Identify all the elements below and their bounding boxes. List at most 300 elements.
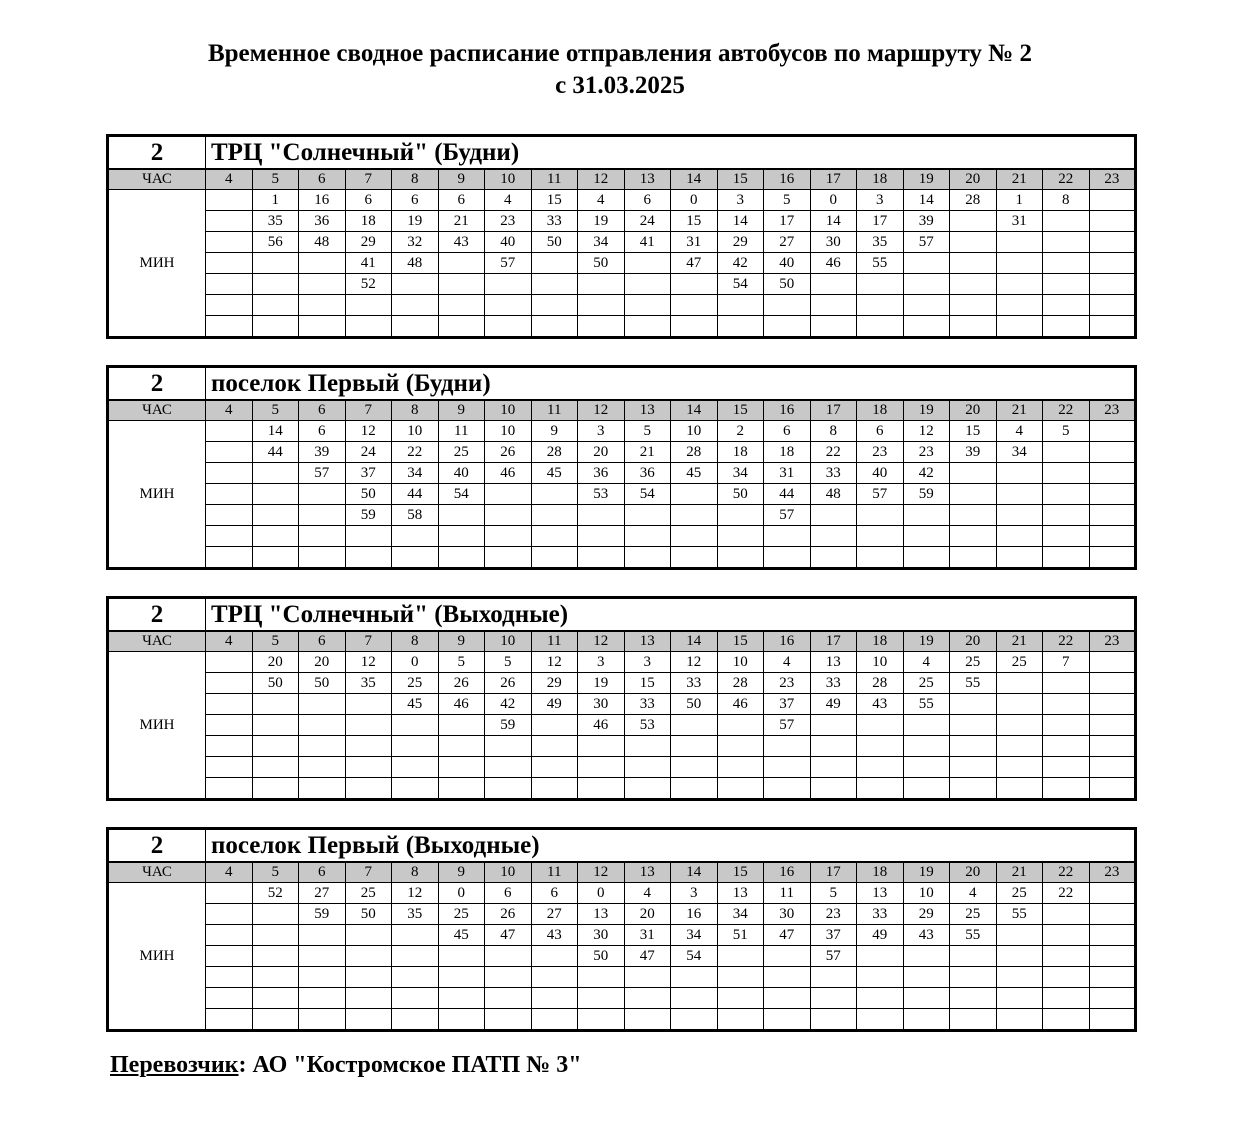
minute-cell [299,694,346,715]
minute-cell: 44 [764,484,811,505]
minute-cell [671,1009,718,1031]
minute-cell: 23 [485,211,532,232]
minute-cell [206,736,253,757]
hour-cell: 19 [903,862,950,883]
minute-cell: 33 [810,673,857,694]
minute-cell [764,946,811,967]
minute-cell [671,274,718,295]
minute-cell: 54 [624,484,671,505]
minute-cell: 22 [392,442,439,463]
minute-cell: 17 [764,211,811,232]
carrier-label: Перевозчик [110,1052,239,1078]
hour-cell: 6 [299,862,346,883]
minute-cell [1089,757,1136,778]
minute-cell [485,526,532,547]
minute-cell [1089,442,1136,463]
minute-cell [1089,988,1136,1009]
minute-cell [1043,463,1090,484]
minute-cell [485,946,532,967]
minute-cell [252,505,299,526]
minute-cell: 8 [810,421,857,442]
minute-row [108,778,1136,800]
minute-cell [392,1009,439,1031]
minute-cell [345,526,392,547]
minute-cell: 25 [950,652,997,673]
hour-cell: 15 [717,631,764,652]
minute-cell: 50 [578,253,625,274]
minute-cell [206,778,253,800]
minute-cell [392,988,439,1009]
schedule-table [106,827,1137,1032]
minute-cell [578,547,625,569]
minute-cell [624,526,671,547]
minute-cell: 11 [764,883,811,904]
minute-cell: 0 [671,190,718,211]
minute-cell [1043,505,1090,526]
minute-cell: 25 [950,904,997,925]
minute-cell [996,463,1043,484]
minute-cell [578,988,625,1009]
minute-cell: 23 [764,673,811,694]
minute-cell [392,736,439,757]
stop-name: ТРЦ "Солнечный" (Выходные) [206,598,1136,632]
route-number: 2 [108,136,206,170]
minute-cell [1089,232,1136,253]
minute-cell [717,736,764,757]
hour-cell: 4 [206,400,253,421]
minute-cell [1089,715,1136,736]
hour-cell: 23 [1089,400,1136,421]
minute-cell: 40 [857,463,904,484]
minute-cell [1043,442,1090,463]
minute-cell [1043,253,1090,274]
hour-cell: 7 [345,862,392,883]
route-number: 2 [108,829,206,863]
minute-cell [857,967,904,988]
minute-cell [531,736,578,757]
hour-cell: 19 [903,631,950,652]
minute-cell: 30 [578,694,625,715]
minute-cell [764,778,811,800]
minute-cell [299,778,346,800]
hour-cell: 11 [531,400,578,421]
minute-cell [717,1009,764,1031]
minute-cell [485,757,532,778]
minute-row [108,967,1136,988]
minute-cell: 6 [764,421,811,442]
minute-cell [950,736,997,757]
minute-cell: 30 [810,232,857,253]
hour-cell: 4 [206,631,253,652]
minute-cell [810,757,857,778]
minute-cell [531,547,578,569]
minute-cell [857,757,904,778]
minute-cell: 2 [717,421,764,442]
minute-cell [764,967,811,988]
minute-cell [438,946,485,967]
minute-cell [903,547,950,569]
minute-label: МИН [108,652,206,800]
minute-cell: 52 [345,274,392,295]
minute-cell: 13 [717,883,764,904]
hour-cell: 4 [206,169,253,190]
minute-row [108,925,1136,946]
schedule-table [106,365,1137,570]
minute-cell: 10 [857,652,904,673]
minute-cell [1043,778,1090,800]
minute-cell [206,967,253,988]
minute-cell [252,988,299,1009]
minute-cell: 44 [252,442,299,463]
minute-cell [810,505,857,526]
minute-cell [810,967,857,988]
minute-cell: 50 [252,673,299,694]
minute-row [108,946,1136,967]
hour-cell: 21 [996,631,1043,652]
minute-cell [252,547,299,569]
minute-cell [252,757,299,778]
minute-cell [1043,694,1090,715]
minute-cell [996,484,1043,505]
minute-cell [950,295,997,316]
minute-cell [671,757,718,778]
minute-cell: 4 [996,421,1043,442]
minute-cell [1043,316,1090,338]
minute-cell [903,526,950,547]
hour-cell: 21 [996,169,1043,190]
minute-cell [810,736,857,757]
minute-cell [950,253,997,274]
minute-cell: 10 [392,421,439,442]
hour-cell: 14 [671,862,718,883]
minute-cell [1089,694,1136,715]
minute-cell [903,1009,950,1031]
minute-cell [206,190,253,211]
minute-cell: 5 [1043,421,1090,442]
minute-cell: 13 [810,652,857,673]
hour-label: ЧАС [108,400,206,421]
minute-cell [857,946,904,967]
minute-cell: 14 [903,190,950,211]
minute-cell: 43 [903,925,950,946]
hour-cell: 20 [950,631,997,652]
minute-row [108,988,1136,1009]
minute-cell [485,484,532,505]
title-line-2: с 31.03.2025 [555,72,685,99]
minute-cell [438,778,485,800]
minute-cell [996,673,1043,694]
minute-cell: 6 [624,190,671,211]
minute-cell [764,295,811,316]
minute-cell [624,316,671,338]
page-title [0,38,1240,102]
minute-cell: 24 [345,442,392,463]
minute-cell [624,988,671,1009]
minute-cell [624,778,671,800]
minute-cell [950,526,997,547]
minute-cell [624,967,671,988]
minute-row [108,442,1136,463]
minute-cell: 47 [624,946,671,967]
minute-cell [438,526,485,547]
minute-cell [764,526,811,547]
hour-cell: 10 [485,631,532,652]
minute-cell [531,295,578,316]
minute-cell [996,715,1043,736]
minute-cell: 31 [624,925,671,946]
minute-cell [810,274,857,295]
minute-row [108,232,1136,253]
minute-cell [392,316,439,338]
minute-cell: 29 [345,232,392,253]
minute-cell [531,757,578,778]
minute-cell [1089,883,1136,904]
minute-cell: 12 [671,652,718,673]
minute-cell [624,295,671,316]
minute-cell: 3 [857,190,904,211]
minute-row [108,757,1136,778]
hour-cell: 14 [671,631,718,652]
minute-cell [206,505,253,526]
minute-cell [717,526,764,547]
minute-cell [996,547,1043,569]
hour-cell: 8 [392,400,439,421]
minute-cell [252,463,299,484]
minute-cell: 47 [764,925,811,946]
minute-cell [857,526,904,547]
hour-cell: 14 [671,169,718,190]
minute-cell [717,316,764,338]
minute-cell: 9 [531,421,578,442]
hour-cell: 6 [299,169,346,190]
minute-cell [1089,190,1136,211]
minute-cell [299,274,346,295]
minute-cell: 57 [903,232,950,253]
minute-cell [950,715,997,736]
minute-cell [1089,463,1136,484]
minute-row [108,694,1136,715]
minute-cell: 39 [950,442,997,463]
minute-cell [578,778,625,800]
minute-cell [1089,736,1136,757]
minute-cell [252,946,299,967]
minute-cell: 42 [485,694,532,715]
minute-cell: 34 [671,925,718,946]
minute-cell [252,1009,299,1031]
minute-cell: 33 [671,673,718,694]
minute-cell [717,967,764,988]
minute-cell [299,547,346,569]
minute-cell [345,988,392,1009]
minute-cell: 50 [345,904,392,925]
minute-cell [299,316,346,338]
minute-cell [624,253,671,274]
minute-cell [857,1009,904,1031]
minute-cell: 33 [857,904,904,925]
hour-cell: 5 [252,169,299,190]
hour-cell: 5 [252,862,299,883]
minute-cell: 4 [578,190,625,211]
hour-cell: 18 [857,400,904,421]
minute-cell: 3 [717,190,764,211]
hour-label: ЧАС [108,631,206,652]
minute-cell: 45 [392,694,439,715]
minute-cell [996,946,1043,967]
hour-cell: 9 [438,400,485,421]
minute-cell: 0 [578,883,625,904]
minute-cell [903,736,950,757]
minute-cell [299,295,346,316]
minute-cell: 16 [671,904,718,925]
minute-cell [206,1009,253,1031]
minute-row [108,274,1136,295]
minute-cell: 57 [857,484,904,505]
minute-cell: 50 [531,232,578,253]
minute-cell: 19 [392,211,439,232]
minute-row [108,463,1136,484]
minute-cell [810,1009,857,1031]
minute-cell [438,757,485,778]
route-number: 2 [108,367,206,401]
minute-cell: 53 [624,715,671,736]
minute-cell: 4 [485,190,532,211]
stop-name: ТРЦ "Солнечный" (Будни) [206,136,1136,170]
minute-cell [206,694,253,715]
minute-cell [1043,925,1090,946]
minute-cell [206,988,253,1009]
minute-cell: 41 [345,253,392,274]
minute-cell: 28 [671,442,718,463]
minute-cell [810,778,857,800]
minute-cell: 1 [996,190,1043,211]
minute-cell [1043,946,1090,967]
minute-cell [345,778,392,800]
minute-cell: 39 [299,442,346,463]
hour-cell: 21 [996,862,1043,883]
minute-cell [996,925,1043,946]
minute-cell: 25 [903,673,950,694]
hour-cell: 17 [810,862,857,883]
minute-cell [206,925,253,946]
minute-cell [206,232,253,253]
minute-cell [531,484,578,505]
minute-cell: 45 [438,925,485,946]
minute-cell [392,715,439,736]
minute-cell: 23 [857,442,904,463]
minute-cell: 57 [764,715,811,736]
hour-cell: 10 [485,862,532,883]
minute-cell [1089,652,1136,673]
minute-cell: 46 [485,463,532,484]
minute-cell [345,925,392,946]
minute-cell [810,526,857,547]
hour-cell: 16 [764,400,811,421]
minute-cell [392,295,439,316]
minute-row [108,190,1136,211]
hour-cell: 23 [1089,862,1136,883]
minute-cell: 31 [996,211,1043,232]
minute-cell: 58 [392,505,439,526]
minute-cell [717,715,764,736]
minute-cell: 46 [717,694,764,715]
minute-row [108,883,1136,904]
minute-cell [1089,946,1136,967]
minute-cell: 25 [438,442,485,463]
minute-cell: 59 [299,904,346,925]
hour-cell: 15 [717,862,764,883]
minute-cell [252,967,299,988]
minute-cell [206,211,253,232]
minute-cell [485,316,532,338]
minute-cell [950,316,997,338]
minute-cell: 5 [624,421,671,442]
minute-cell [206,904,253,925]
hour-label: ЧАС [108,169,206,190]
minute-cell [717,946,764,967]
minute-cell: 34 [717,463,764,484]
hour-cell: 17 [810,169,857,190]
minute-cell [1043,1009,1090,1031]
minute-cell [345,736,392,757]
minute-cell [671,526,718,547]
minute-cell [299,526,346,547]
minute-cell: 18 [345,211,392,232]
minute-cell [252,526,299,547]
minute-label: МИН [108,421,206,569]
hour-cell: 22 [1043,400,1090,421]
minute-cell [764,316,811,338]
minute-cell [485,736,532,757]
minute-row [108,505,1136,526]
minute-cell [578,505,625,526]
minute-cell [903,295,950,316]
minute-cell: 50 [717,484,764,505]
minute-cell: 48 [299,232,346,253]
minute-cell: 28 [531,442,578,463]
minute-cell: 7 [1043,652,1090,673]
minute-cell: 59 [903,484,950,505]
hour-cell: 7 [345,631,392,652]
minute-cell [206,547,253,569]
minute-cell [438,547,485,569]
minute-cell: 47 [671,253,718,274]
minute-cell [252,925,299,946]
hour-cell: 12 [578,169,625,190]
minute-cell [531,988,578,1009]
minute-cell [671,295,718,316]
minute-label: МИН [108,190,206,338]
minute-cell: 27 [764,232,811,253]
minute-cell: 34 [996,442,1043,463]
minute-cell [950,757,997,778]
minute-cell: 21 [438,211,485,232]
minute-cell: 31 [671,232,718,253]
minute-cell [717,505,764,526]
minute-cell [810,547,857,569]
minute-cell [485,967,532,988]
minute-cell [345,694,392,715]
minute-cell [1043,673,1090,694]
minute-cell [857,736,904,757]
stop-name: поселок Первый (Выходные) [206,829,1136,863]
minute-cell [252,736,299,757]
minute-cell: 25 [345,883,392,904]
carrier-footer [110,1050,582,1080]
minute-cell [996,694,1043,715]
minute-cell [671,547,718,569]
minute-cell: 57 [764,505,811,526]
minute-cell: 4 [764,652,811,673]
